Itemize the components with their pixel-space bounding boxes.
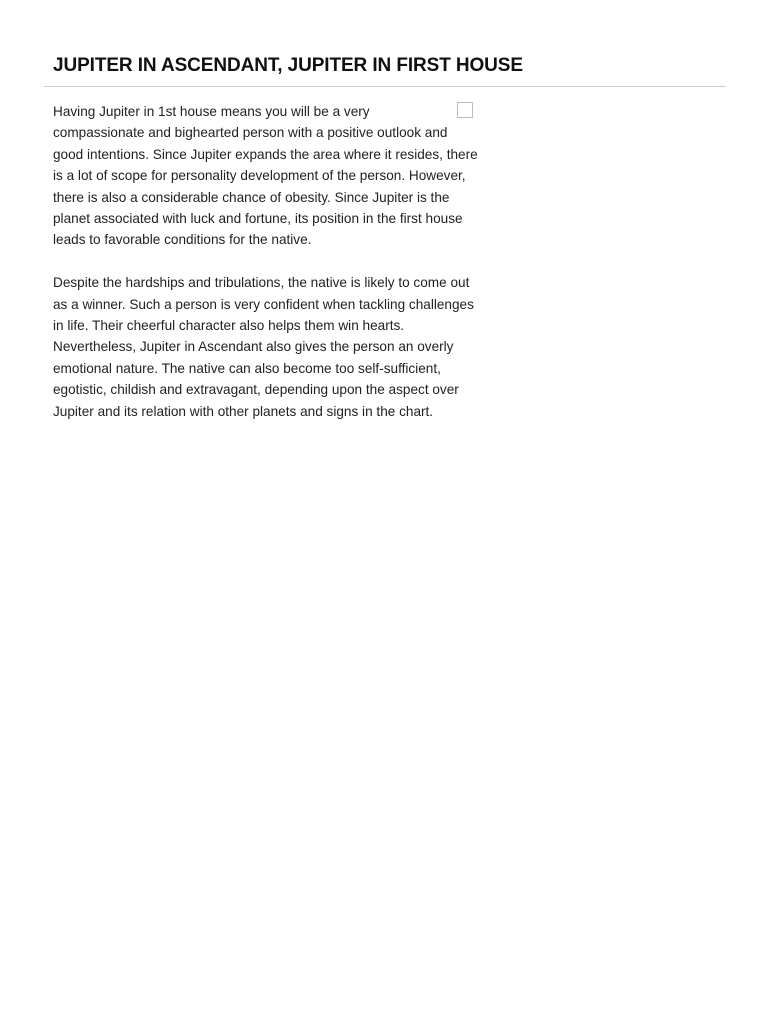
article-paragraph-1: Having Jupiter in 1st house means you will be a very compassionate and bighearted person with a positive outlook and good intentions. Since Jupiter expands the area where it resides, there is a lot of scope for personality development of the person. However, there is also a considerable chance of obesity. Since Jupiter is the planet associated with luck and fortune, its position in the first house leads to favorable conditions for the native. (53, 104, 478, 248)
article-paragraph-2: Despite the hardships and tribulations, the native is likely to come out as a winner. Such a person is very confident when tackling challenges in life. Their cheerful character also helps them win hearts. Nevertheless, Jupiter in Ascendant also gives the person an overly emotional nature. The native can also become too self-sufficient, egotistic, childish and extravagant, depending upon the aspect over Jupiter and its relation with other planets and signs in the chart. (53, 275, 474, 419)
article-title: JUPITER IN ASCENDANT, JUPITER IN FIRST HOUSE (53, 55, 523, 76)
broken-image-icon (457, 102, 473, 118)
article-body (53, 101, 479, 422)
title-divider (44, 86, 726, 87)
